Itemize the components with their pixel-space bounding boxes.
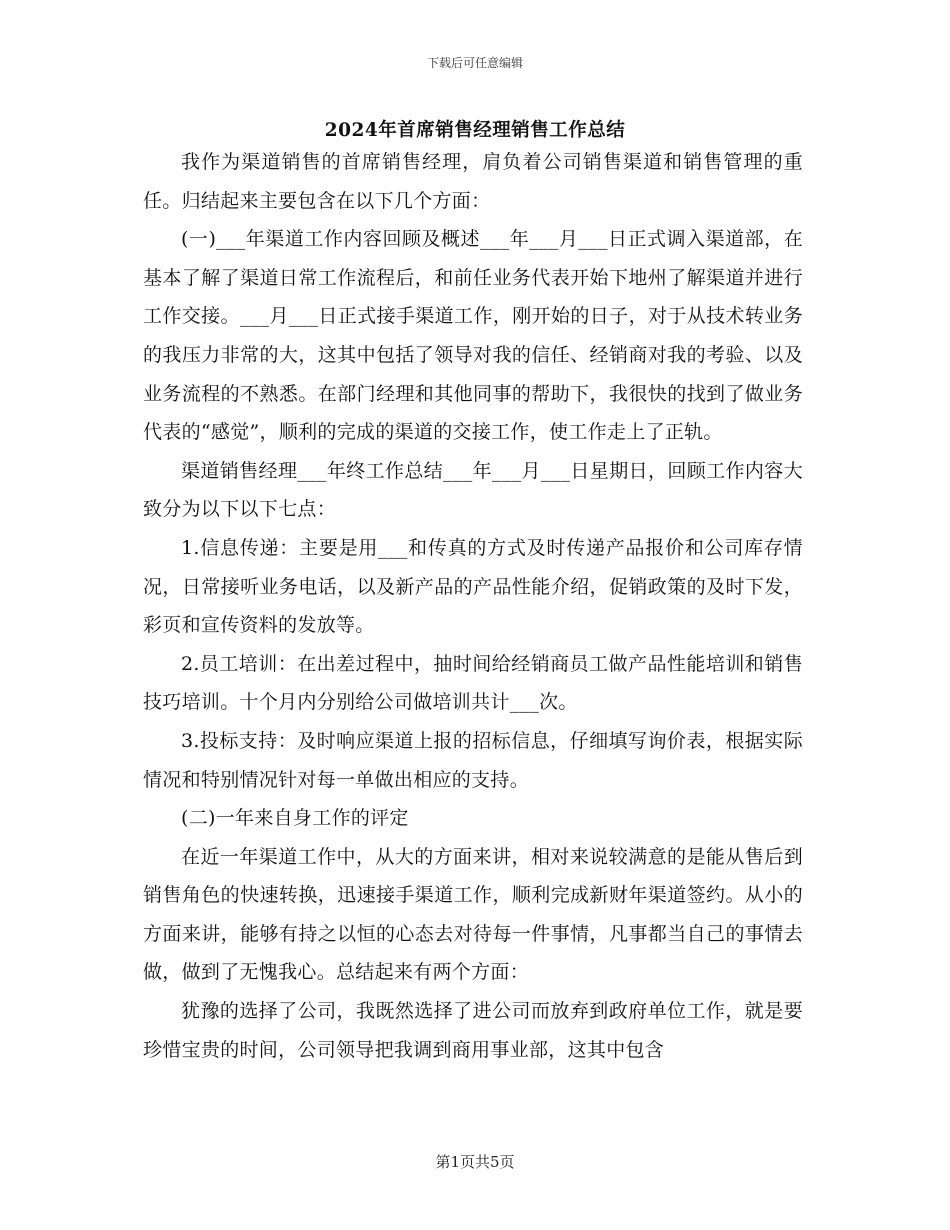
paragraph-section-2-heading: (二)一年来自身工作的评定 [181, 807, 409, 830]
paragraph-choice: 犹豫的选择了公司，我既然选择了进公司而放弃到政府单位工作，就是要珍惜宝贵的时间，公司领导把我调到商用事业部，这其中包含 [143, 1000, 803, 1061]
page-number-footer: 第1页共5页 [435, 1153, 515, 1171]
document-body [143, 143, 803, 1069]
paragraph-section-1: (一)___年渠道工作内容回顾及概述___年___月___日正式调入渠道部，在基本了解了渠道日常工作流程后，和前任业务代表开始下地州了解渠道并进行工作交接。___月___日正式接手渠道工作，刚开始的日子，对于从技术转业务的我压力非常的大，这其中包括了领导对我的信任、经销商对我的考验、以及业务流程的不熟悉。在部门经理和其他同事的帮助下，我很快的找到了做业务代表的“感觉”，顺利的完成的渠道的交接工作，使工作走上了正轨。 [143, 228, 803, 444]
paragraph-item-1: 1.信息传递：主要是用___和传真的方式及时传递产品报价和公司库存情况，日常接听业务电话，以及新产品的产品性能介绍，促销政策的及时下发，彩页和宣传资料的发放等。 [143, 536, 803, 637]
document-title: 2024年首席销售经理销售工作总结 [324, 120, 626, 141]
paragraph-item-3: 3.投标支持：及时响应渠道上报的招标信息，仔细填写询价表，根据实际情况和特别情况针对每一单做出相应的支持。 [143, 729, 803, 791]
paragraph-item-2: 2.员工培训：在出差过程中，抽时间给经销商员工做产品性能培训和销售技巧培训。十个月内分别给公司做培训共计___次。 [143, 652, 803, 714]
paragraph-annual-summary: 渠道销售经理___年终工作总结___年___月___日星期日，回顾工作内容大致分为以下以下七点： [143, 459, 803, 521]
paragraph-self-evaluation: 在近一年渠道工作中，从大的方面来讲，相对来说较满意的是能从售后到销售角色的快速转换，迅速接手渠道工作，顺利完成新财年渠道签约。从小的方面来讲，能够有持之以恒的心态去对待每一件事情，凡事都当自己的事情去做，做到了无愧我心。总结起来有两个方面： [143, 845, 803, 984]
header-note: 下载后可任意编辑 [426, 56, 523, 70]
paragraph-intro: 我作为渠道销售的首席销售经理，肩负着公司销售渠道和销售管理的重任。归结起来主要包含在以下几个方面： [143, 151, 803, 212]
